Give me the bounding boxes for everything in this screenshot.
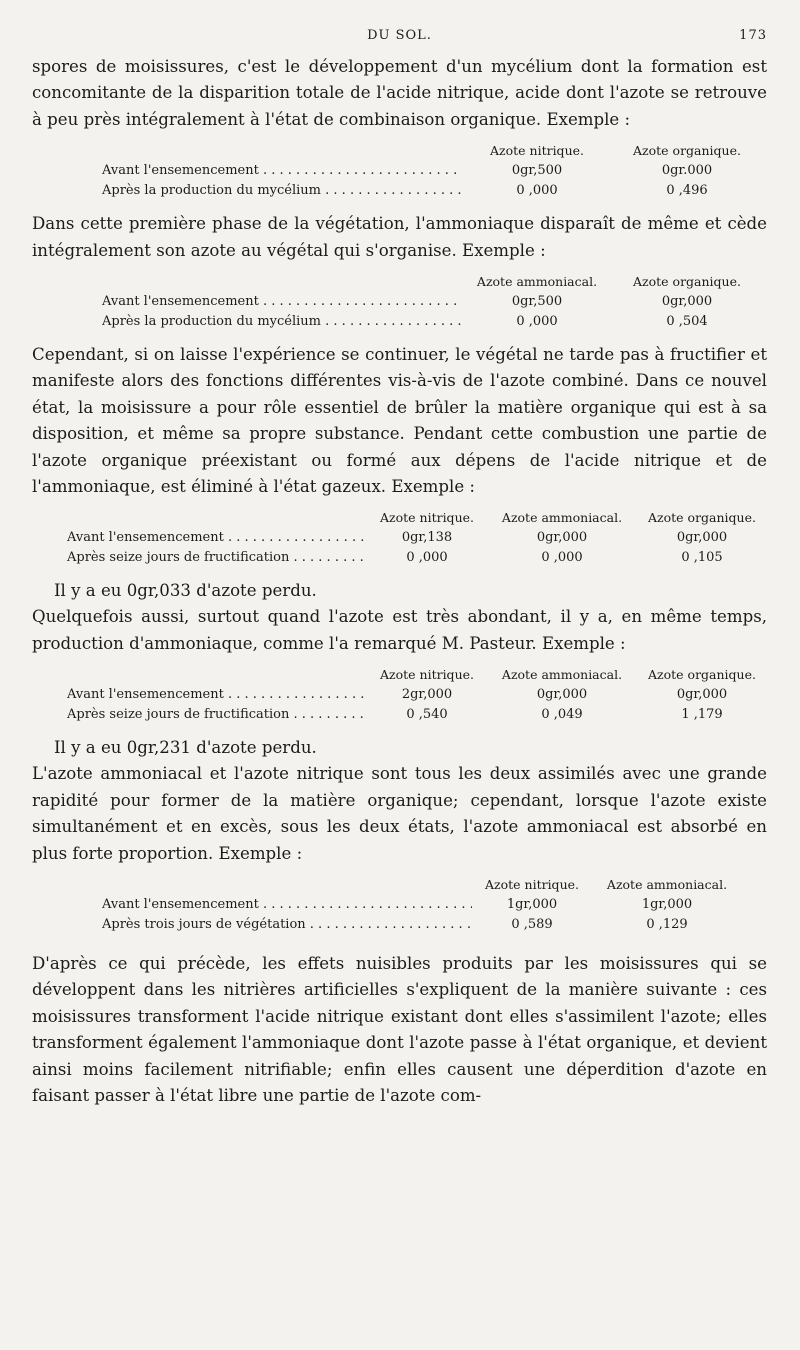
t5-row2-val1: 0 ,589 [511, 916, 553, 932]
paragraph-8: D'après ce qui précède, les effets nuisibles produits par les moisissures qui se développent dans les nitrières artificielles s'expliquent de la manière suivante : ces moisissures transforment l'acide nitrique existant dont elles s'assimilent l'azote; elles transforment également l'ammoniaque dont l'azote passe à l'état organique, et devient ainsi moins facilement nitrifiable; enfin elles causent une déperdition d'azote en faisant passer à l'état libre une partie de l'azote com- [32, 953, 767, 1105]
paragraph-1: spores de moisissures, c'est le développement d'un mycélium dont la formation est concomitante de la disparition totale de l'acide nitrique, acide dont l'azote se retrouve à peu près intégralement à l'état de combinaison organique. Exemple : [32, 57, 767, 129]
paragraph-5: Quelquefois aussi, surtout quand l'azote est très abondant, il y a, en même temps, production d'ammoniaque, comme l'a remarqué M. Pasteur. Exemple : [32, 607, 767, 653]
table-2 [102, 272, 767, 332]
t1-row2-label: Après la production du mycélium [102, 183, 322, 199]
t4-row1-val3: 0gr,000 [676, 687, 728, 703]
running-header [32, 28, 767, 54]
t4-row2-val2: 0 ,049 [541, 707, 583, 723]
t5-row1-label: Avant l'ensemencement [102, 896, 259, 912]
t4-row1-label: Avant l'ensemencement [67, 687, 224, 703]
t3-row2-val3: 0 ,105 [681, 550, 723, 566]
t2-header-1: Azote ammoniacal. [476, 274, 598, 290]
t3-header-3: Azote organique. [648, 510, 756, 526]
t5-header-1: Azote nitrique. [484, 876, 579, 892]
t2-header-2: Azote organique. [633, 274, 741, 290]
t3-row1-val3: 0gr,000 [676, 530, 728, 546]
table-row [102, 312, 762, 332]
t2-row1-val1: 0gr,500 [511, 294, 563, 310]
table-4 [67, 665, 767, 725]
table-row [67, 685, 767, 705]
table-row [102, 161, 762, 181]
t4-row2-val3: 1 ,179 [681, 707, 723, 723]
t3-row1-val2: 0gr,000 [536, 530, 588, 546]
paragraph-7: L'azote ammoniacal et l'azote nitrique sont tous les deux assimilés avec une grande rapidité pour former de la matière organique; cependant, lorsque l'azote existe simultanément et en excès, sous les deux états, l'azote ammoniacal est absorbé en plus forte proportion. Exemple : [32, 764, 767, 863]
t3-header-2: Azote ammoniacal. [501, 510, 623, 526]
t2-row2-label: Après la production du mycélium [102, 314, 322, 330]
table-row [102, 895, 742, 915]
t2-row2-val2: 0 ,504 [666, 314, 708, 330]
table-row [67, 528, 767, 548]
table-row [102, 181, 762, 201]
t4-row2-label: Après seize jours de fructification [67, 707, 290, 723]
t5-row1-val2: 1gr,000 [641, 896, 693, 912]
t3-row2-val2: 0 ,000 [541, 550, 583, 566]
t1-row1-val2: 0gr.000 [661, 163, 713, 179]
t3-row2-label: Après seize jours de fructification [67, 550, 290, 566]
t3-header-1: Azote nitrique. [379, 510, 474, 526]
t4-row1-val1: 2gr,000 [401, 687, 453, 703]
t1-row2-val1: 0 ,000 [516, 183, 558, 199]
t4-header-1: Azote nitrique. [379, 667, 474, 683]
t2-row1-label: Avant l'ensemencement [102, 294, 259, 310]
t1-row1-label: Avant l'ensemencement [102, 163, 259, 179]
table-3 [67, 508, 767, 568]
t5-row2-val2: 0 ,129 [646, 916, 688, 932]
t1-row2-val2: 0 ,496 [666, 183, 708, 199]
t5-row1-val1: 1gr,000 [506, 896, 558, 912]
paragraph-4: Il y a eu 0gr,033 d'azote perdu. [54, 581, 317, 601]
table-row [102, 292, 762, 312]
table-row [102, 915, 742, 935]
paragraph-6: Il y a eu 0gr,231 d'azote perdu. [54, 738, 317, 758]
t2-row1-val2: 0gr,000 [661, 294, 713, 310]
header-title: DU SOL. [367, 28, 432, 43]
page-number: 173 [739, 28, 767, 43]
t4-row2-val1: 0 ,540 [406, 707, 448, 723]
t5-row2-label: Après trois jours de végétation [102, 916, 306, 932]
t1-header-2: Azote organique. [633, 143, 741, 159]
t3-row1-label: Avant l'ensemencement [67, 530, 224, 546]
table-row [67, 548, 767, 568]
table-1 [102, 141, 767, 201]
paragraph-2: Dans cette première phase de la végétation, l'ammoniaque disparaît de même et cède intégralement son azote au végétal qui s'organise. Exemple : [32, 214, 767, 260]
table-5 [102, 875, 767, 935]
book-page [32, 28, 767, 1109]
t1-header-1: Azote nitrique. [489, 143, 584, 159]
t4-header-2: Azote ammoniacal. [501, 667, 623, 683]
t3-row2-val1: 0 ,000 [406, 550, 448, 566]
paragraph-3: Cependant, si on laisse l'expérience se continuer, le végétal ne tarde pas à fructifier et manifeste alors des fonctions différentes vis-à-vis de l'azote combiné. Dans ce nouvel état, la moisissure a pour rôle essentiel de brûler la matière organique qui est à sa disposition, et même sa propre substance. Pendant cette combustion une partie de l'azote organique préexistant ou formé aux dépens de l'acide nitrique et de l'ammoniaque, est éliminé à l'état gazeux. Exemple : [32, 345, 767, 497]
t5-header-2: Azote ammoniacal. [606, 876, 728, 892]
table-row [67, 705, 767, 725]
t4-header-3: Azote organique. [648, 667, 756, 683]
t4-row1-val2: 0gr,000 [536, 687, 588, 703]
t3-row1-val1: 0gr,138 [401, 530, 453, 546]
t1-row1-val1: 0gr,500 [511, 163, 563, 179]
t2-row2-val1: 0 ,000 [516, 314, 558, 330]
